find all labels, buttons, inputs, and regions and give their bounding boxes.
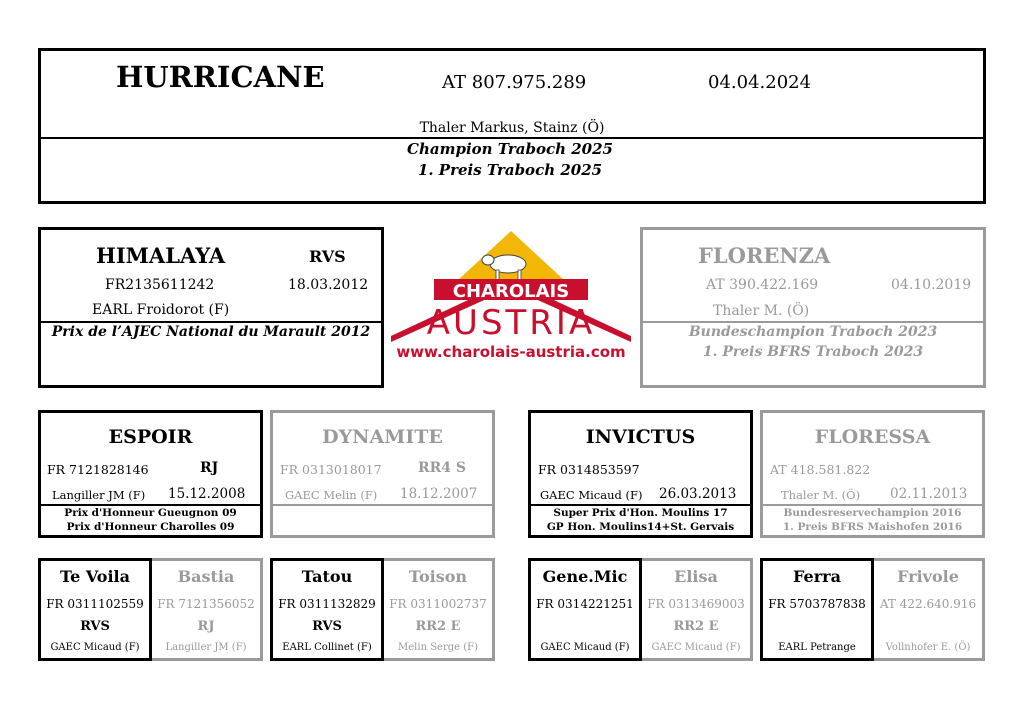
sire-name: HIMALAYA [96,243,226,268]
floressa-name: FLORESSA [814,426,931,448]
dam-dob: 04.10.2019 [891,277,972,293]
floressa-owner: Thaler M. (Ö) [781,488,861,502]
gene-mic-breeder: GAEC Micaud (F) [540,642,630,653]
invictus-name: INVICTUS [585,426,696,448]
elisa-id: FR 0313469003 [647,597,745,611]
dam-owner: Thaler M. (Ö) [713,303,810,319]
sire-id: FR2135611242 [105,277,215,293]
tatou-breeder: EARL Collinet (F) [282,642,372,653]
te-voila-code: RVS [80,619,110,634]
tatou-code: RVS [312,619,342,634]
sire-award: Prix de l’AJEC National du Marault 2012 [51,324,371,340]
sire-code: RVS [309,247,346,266]
espoir-award-1: Prix d'Honneur Gueugnon 09 [64,507,237,519]
frivole-breeder: Vollnhofer E. (Ö) [885,642,971,653]
floressa-dob: 02.11.2013 [890,486,968,502]
dynamite-id: FR 0313018017 [280,462,382,477]
logo-word-charolais: CHAROLAIS [452,281,570,302]
main-animal-name: HURRICANE [116,60,325,94]
espoir-id: FR 7121828146 [47,462,149,477]
espoir-dob: 15.12.2008 [168,486,246,502]
tatou-id: FR 0311132829 [278,597,376,611]
main-animal-id: AT 807.975.289 [442,72,587,93]
tatou-name: Tatou [301,567,353,586]
toison-breeder: Melin Serge (F) [398,642,478,653]
sire-dob: 18.03.2012 [288,277,369,293]
floressa-id: AT 418.581.822 [770,462,871,477]
bastia-name: Bastia [177,567,235,586]
frivole-id: AT 422.640.916 [879,597,977,611]
toison-code: RR2 E [415,619,461,634]
te-voila-breeder: GAEC Micaud (F) [50,642,140,653]
main-award-1: Champion Traboch 2025 [407,140,613,158]
sire-divider [41,321,381,323]
dam-award-1: Bundeschampion Traboch 2023 [688,324,938,340]
main-award-2: 1. Preis Traboch 2025 [417,161,603,179]
floressa-divider [763,504,982,506]
bastia-id: FR 7121356052 [157,597,255,611]
dynamite-name: DYNAMITE [322,426,443,448]
toison-name: Toison [408,567,468,586]
dynamite-breeder: GAEC Melin (F) [285,488,378,502]
dam-award-2: 1. Preis BFRS Traboch 2023 [702,344,924,360]
espoir-award-2: Prix d'Honneur Charolles 09 [66,521,235,533]
invictus-award-2: GP Hon. Moulins14+St. Gervais [546,521,735,533]
sire-breeder: EARL Froidorot (F) [92,302,230,318]
te-voila-name: Te Voila [60,567,130,586]
te-voila-id: FR 0311102559 [46,597,144,611]
logo-word-austria: AUSTRIA [426,303,596,343]
elisa-name: Elisa [674,567,718,586]
bastia-code: RJ [197,619,215,634]
espoir-divider [41,504,260,506]
ferra-name: Ferra [793,567,841,586]
elisa-code: RR2 E [673,619,719,634]
invictus-id: FR 0314853597 [538,462,640,477]
espoir-code: RJ [200,460,219,476]
dam-id: AT 390.422.169 [706,277,819,293]
elisa-breeder: GAEC Micaud (F) [651,642,741,653]
main-divider [41,137,983,139]
espoir-name: ESPOIR [108,426,193,448]
dam-divider [643,321,983,323]
ferra-id: FR 5703787838 [768,597,866,611]
invictus-dob: 26.03.2013 [659,486,737,502]
invictus-breeder: GAEC Micaud (F) [540,488,643,502]
main-animal-dob: 04.04.2024 [708,72,812,93]
dynamite-code: RR4 S [418,460,466,476]
logo-url[interactable]: www.charolais-austria.com [396,343,626,361]
dynamite-dob: 18.12.2007 [400,486,478,502]
bastia-breeder: Langiller JM (F) [165,642,247,653]
floressa-award-2: 1. Preis BFRS Maishofen 2016 [782,521,963,533]
invictus-award-1: Super Prix d'Hon. Moulins 17 [553,507,728,519]
floressa-award-1: Bundesreservechampion 2016 [783,507,962,519]
dynamite-divider [273,504,492,506]
ferra-breeder: EARL Petrange [778,642,856,653]
frivole-name: Frivole [897,567,959,586]
espoir-breeder: Langiller JM (F) [52,488,146,502]
toison-id: FR 0311002737 [389,597,487,611]
main-animal-owner: Thaler Markus, Stainz (Ö) [419,120,605,136]
invictus-divider [531,504,750,506]
gene-mic-id: FR 0314221251 [536,597,634,611]
dam-name: FLORENZA [698,243,831,268]
gene-mic-name: Gene.Mic [542,567,628,586]
